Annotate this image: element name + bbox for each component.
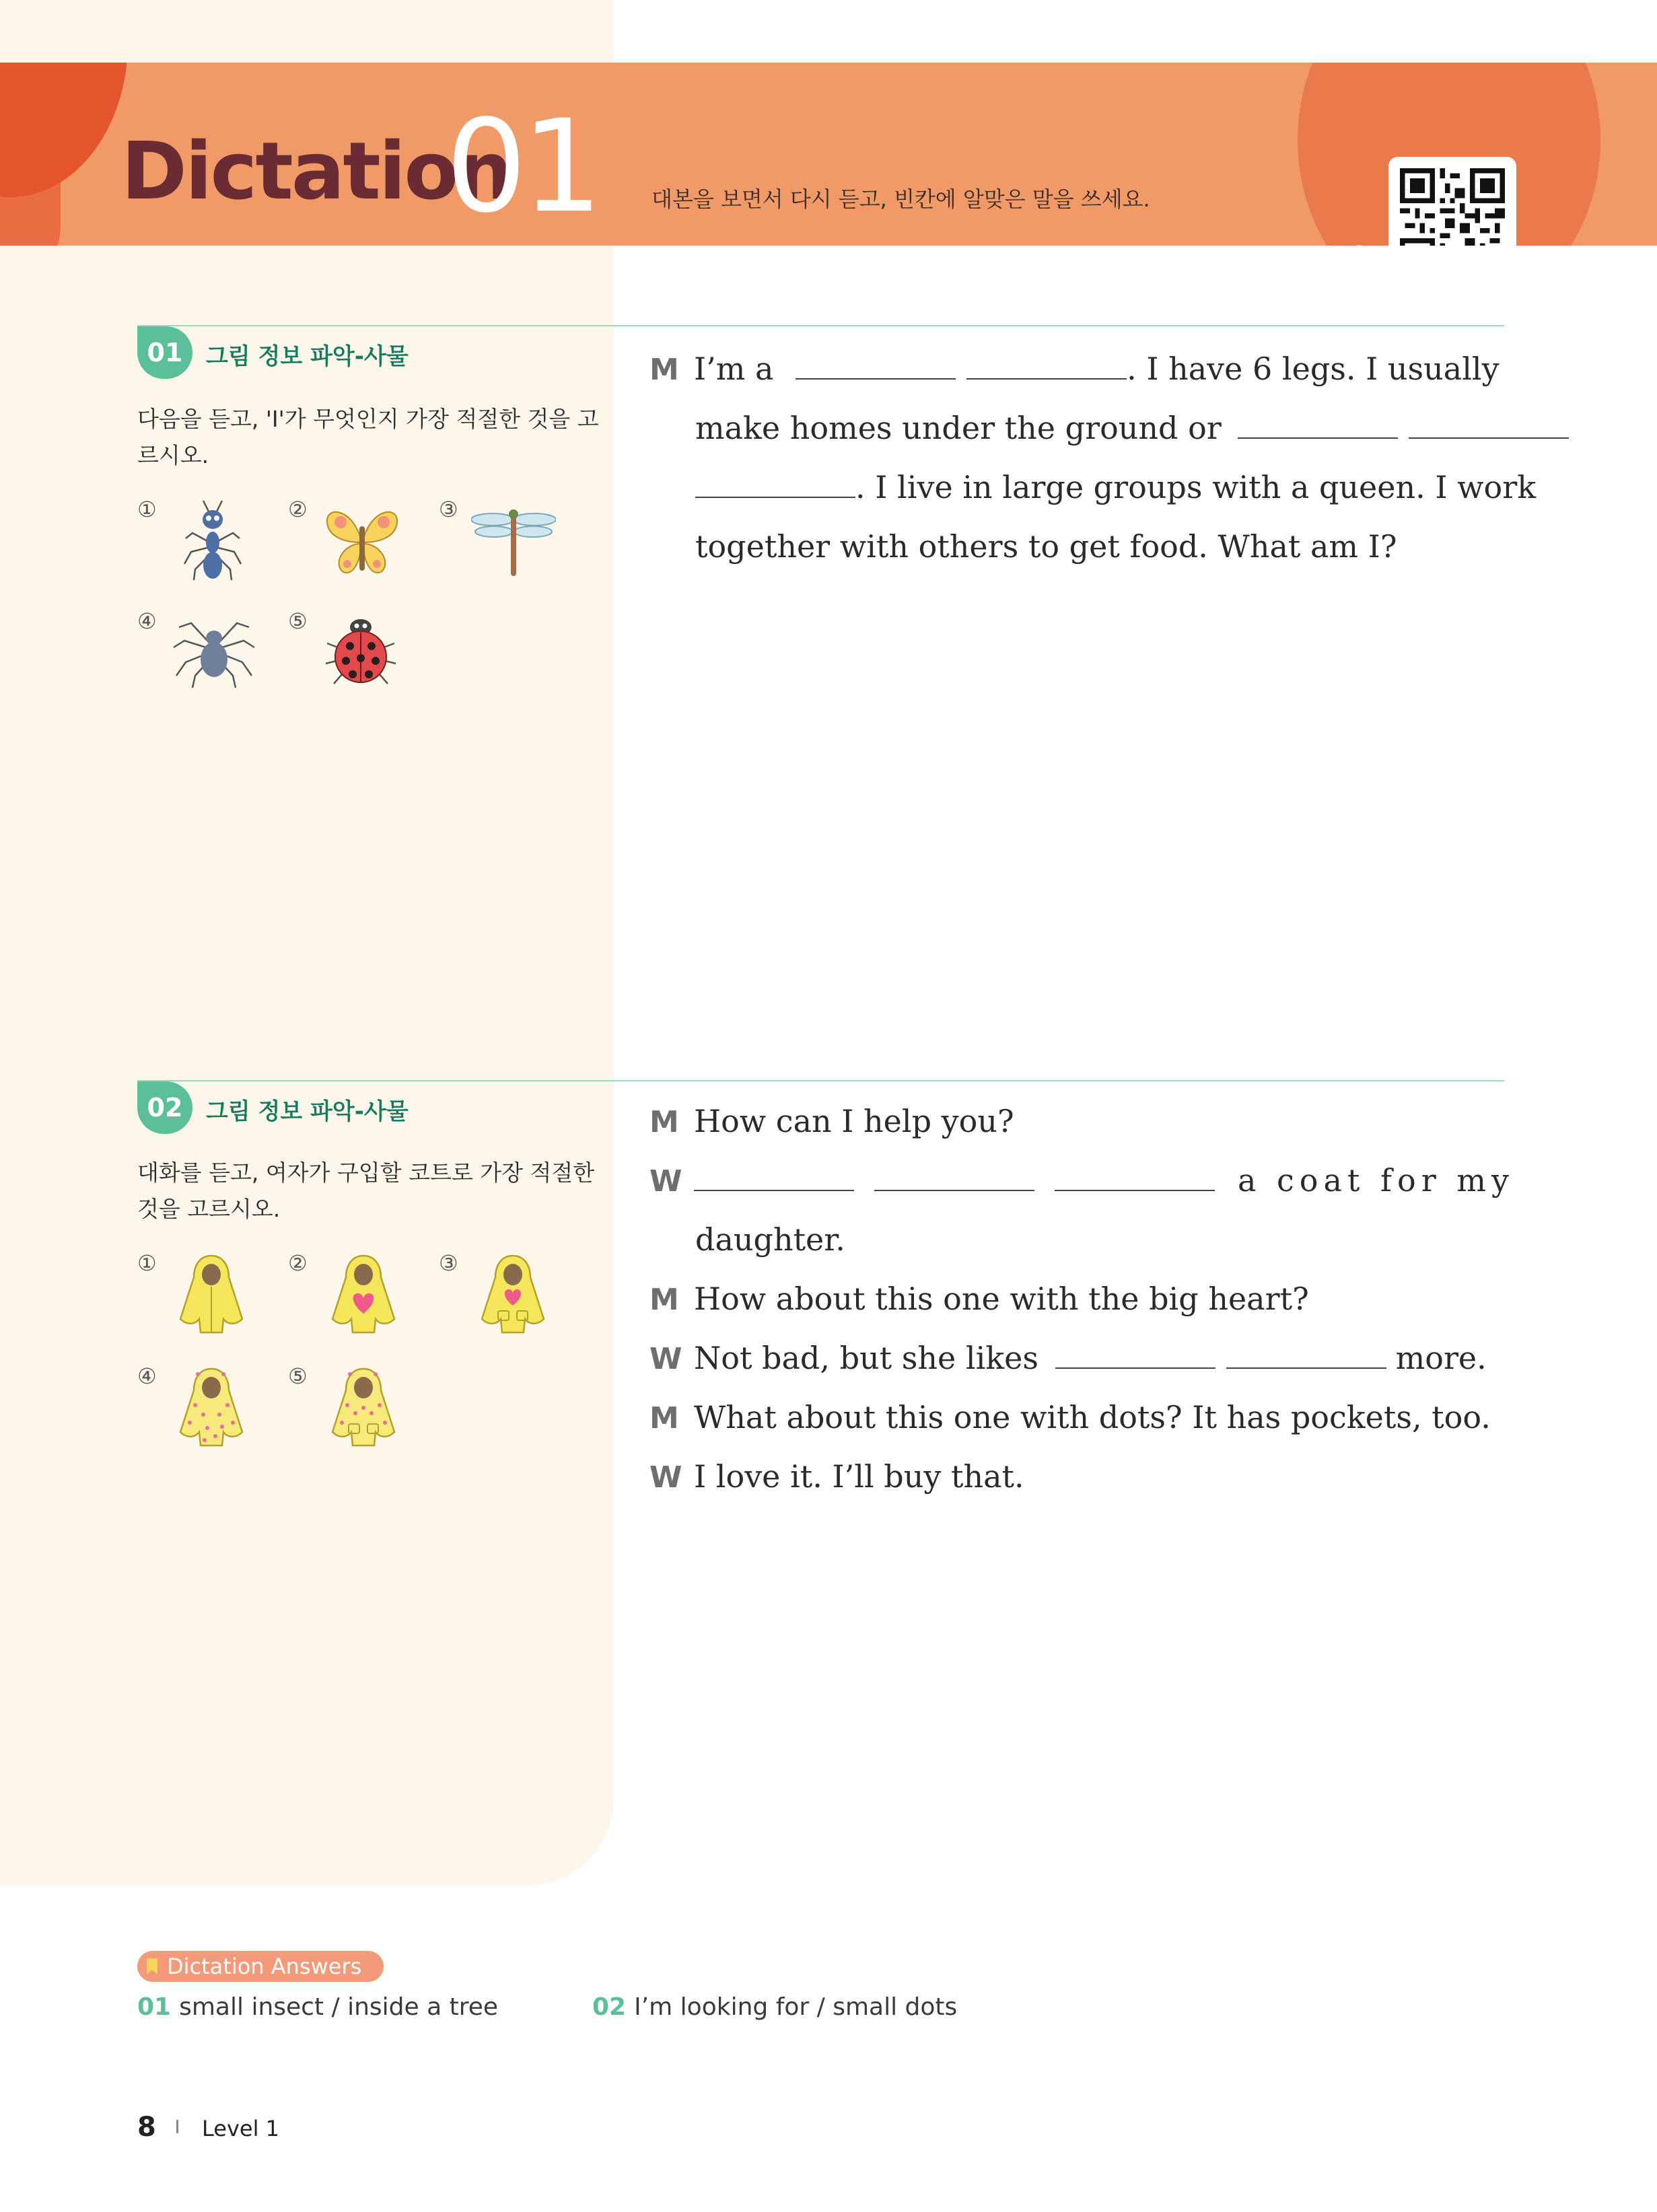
answer-text: I’m looking for / small dots (634, 1993, 958, 2021)
headphone-icon[interactable] (1343, 243, 1374, 246)
script-text: Not bad, but she likes (694, 1340, 1038, 1376)
blank-field[interactable] (1226, 1334, 1386, 1369)
dictation-answers-text: Dictation Answers (167, 1954, 362, 1979)
page-title: Dictation (121, 124, 512, 217)
speaker-label: W (649, 1342, 682, 1376)
script-line (649, 1328, 1504, 1388)
option-number[interactable]: ⑤ (288, 608, 308, 634)
script-line (649, 1447, 1504, 1506)
blank-field[interactable] (1238, 404, 1398, 439)
raincoat-heart-icon[interactable] (323, 1252, 404, 1335)
ladybug-icon[interactable] (323, 614, 398, 689)
butterfly-icon[interactable] (324, 506, 400, 576)
qr-code-icon (1400, 168, 1505, 246)
script-text: more. (1395, 1340, 1487, 1376)
blank-field[interactable] (695, 463, 855, 498)
script-text: I’m a (694, 351, 774, 387)
blank-field[interactable] (796, 345, 956, 380)
left-panel (0, 0, 614, 1886)
script-line (649, 1269, 1504, 1328)
question-category: 그림 정보 파악-사물 (206, 1098, 409, 1125)
speaker-label: M (649, 1283, 679, 1317)
answer-item (137, 1993, 498, 2021)
section-divider (137, 325, 1504, 326)
answer-item (592, 1993, 957, 2021)
script-text: make homes under the ground or (695, 410, 1222, 446)
option-number[interactable]: ③ (439, 1250, 458, 1276)
ant-icon[interactable] (179, 499, 246, 581)
script-text: . I have 6 legs. I usually (1127, 351, 1500, 387)
script-text: I love it. I’ll buy that. (694, 1458, 1024, 1495)
raincoat-heart-pockets-icon[interactable] (472, 1252, 553, 1335)
option-number[interactable]: ④ (137, 1363, 157, 1389)
script-line (649, 398, 1504, 458)
script-text: . I live in large groups with a queen. I work (855, 469, 1537, 505)
script-line (649, 339, 1504, 398)
speaker-label: M (649, 1401, 679, 1435)
bookmark-icon (145, 1958, 159, 1974)
footer-divider (176, 2120, 178, 2133)
blank-field[interactable] (1409, 404, 1569, 439)
answer-number: 02 (592, 1993, 627, 2021)
script-text: a coat for my (1238, 1162, 1514, 1199)
option-number[interactable]: ⑤ (288, 1363, 308, 1389)
script-text: What about this one with dots? It has pockets, too. (694, 1399, 1491, 1435)
blank-field[interactable] (694, 1156, 854, 1191)
page-number: 8 (137, 2112, 156, 2143)
option-number[interactable]: ① (137, 497, 157, 522)
script-line (649, 517, 1550, 576)
speaker-label: M (649, 353, 679, 387)
script-text: How can I help you? (694, 1103, 1014, 1139)
question-text: 대화를 듣고, 여자가 구입할 코트로 가장 적절한 것을 고르시오. (137, 1159, 595, 1222)
raincoat-dots-icon[interactable] (171, 1365, 252, 1448)
raincoat-plain-icon[interactable] (171, 1252, 252, 1335)
script-text: together with others to get food. What am I? (695, 528, 1397, 565)
page-header (0, 63, 1657, 246)
speaker-label: W (649, 1164, 682, 1199)
page-title-number: 01 (446, 92, 598, 241)
dictation-answers-label (137, 1951, 384, 1982)
qr-code[interactable] (1388, 157, 1516, 246)
dragonfly-icon[interactable] (471, 506, 556, 576)
question-number-badge: 02 (137, 1081, 192, 1134)
script-line (649, 1092, 1504, 1151)
header-deco-blob (0, 63, 128, 197)
blank-field[interactable] (1055, 1334, 1215, 1369)
question-text: 다음을 듣고, 'I'가 무엇인지 가장 적절한 것을 고르시오. (137, 406, 599, 468)
script-text: daughter. (695, 1221, 845, 1258)
option-number[interactable]: ① (137, 1250, 157, 1276)
header-instruction: 대본을 보면서 다시 듣고, 빈칸에 알맞은 말을 쓰세요. (651, 186, 1150, 212)
option-number[interactable]: ② (288, 1250, 308, 1276)
speaker-label: W (649, 1460, 682, 1495)
speaker-label: M (649, 1105, 679, 1139)
level-label: Level 1 (202, 2116, 279, 2141)
raincoat-dots-pockets-icon[interactable] (323, 1365, 404, 1448)
blank-field[interactable] (874, 1156, 1034, 1191)
section-divider (137, 1080, 1504, 1081)
blank-field[interactable] (966, 345, 1127, 380)
script-line (649, 458, 1550, 517)
spider-icon[interactable] (171, 614, 257, 688)
question-number-badge: 01 (137, 326, 192, 379)
blank-field[interactable] (1055, 1156, 1215, 1191)
answer-number: 01 (137, 1993, 172, 2021)
option-number[interactable]: ④ (137, 608, 157, 634)
script-line (649, 1210, 1550, 1269)
script-text: How about this one with the big heart? (694, 1281, 1309, 1317)
question-category: 그림 정보 파악-사물 (206, 343, 409, 370)
script-line (649, 1151, 1514, 1210)
option-number[interactable]: ③ (439, 497, 458, 522)
option-number[interactable]: ② (288, 497, 308, 522)
script-line (649, 1388, 1504, 1447)
answer-text: small insect / inside a tree (179, 1993, 499, 2021)
